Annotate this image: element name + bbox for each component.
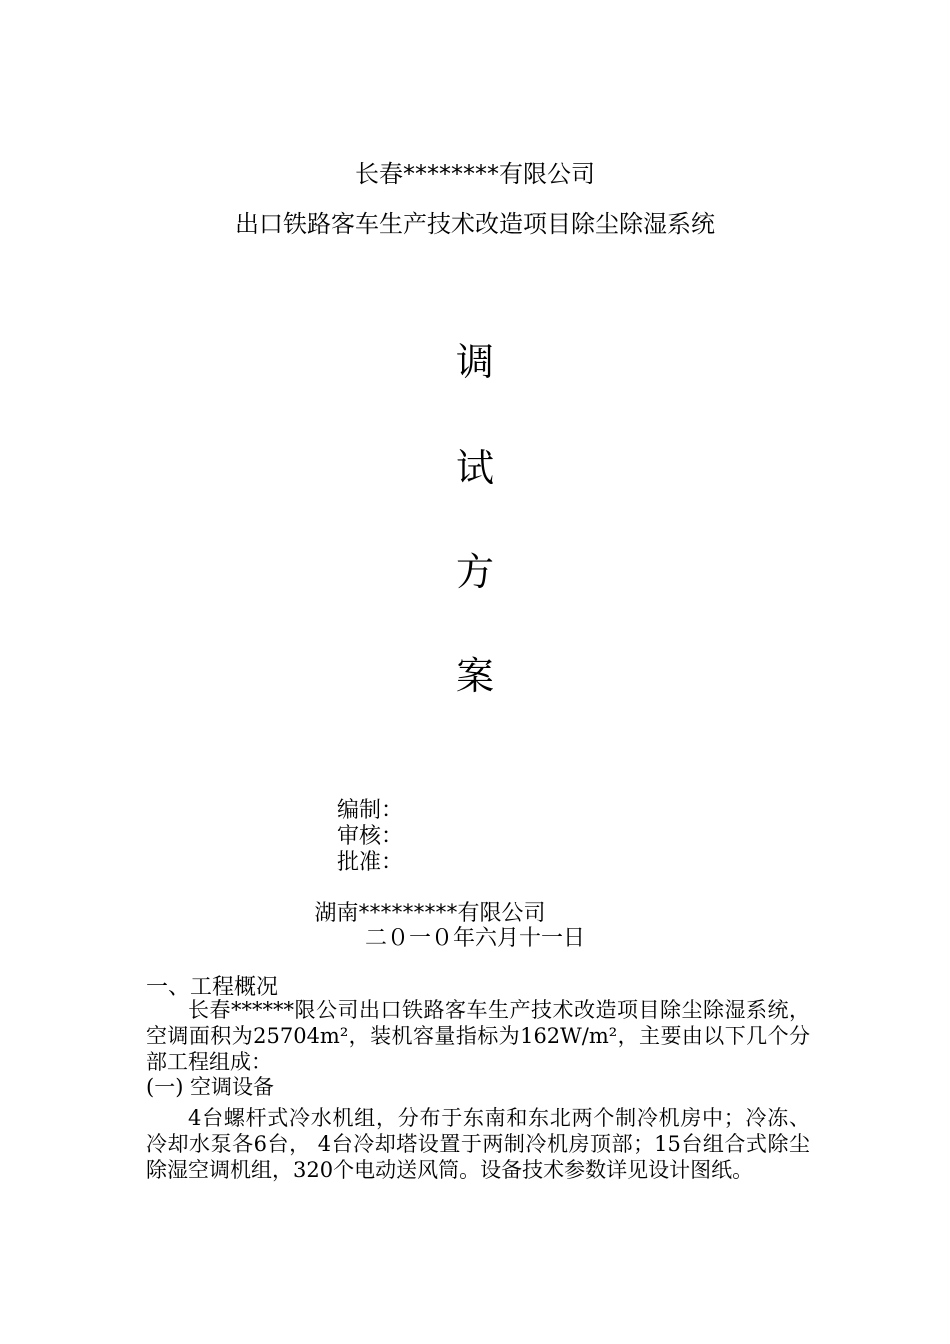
document-date: 二０一０年六月十一日	[364, 926, 585, 951]
title-char-3: 方	[455, 550, 494, 594]
title-char-2: 试	[455, 446, 494, 490]
compiled-by-label: 编制：	[337, 798, 404, 823]
author-company-name: 湖南*********有限公司	[314, 901, 546, 926]
signature-block	[337, 798, 403, 876]
approved-by-label: 批准：	[337, 850, 404, 875]
section-heading: 一、工程概况	[146, 975, 279, 1000]
sub-heading: (一) 空调设备	[146, 1075, 275, 1099]
project-title: 出口铁路客车生产技术改造项目除尘除湿系统	[235, 210, 715, 238]
title-char-1: 调	[455, 340, 494, 384]
equipment-paragraph: 4台螺杆式冷水机组，分布于东南和东北两个制冷机房中；冷冻、冷却水泵各6台， 4台冷却塔设置于两制冷机房顶部；15台组合式除尘除湿空调机组，320个电动送风筒。设备技术参数详见设计图纸。	[146, 1106, 810, 1182]
client-company-name: 长春********有限公司	[355, 160, 595, 188]
title-char-4: 案	[455, 654, 494, 698]
reviewed-by-label: 审核：	[337, 824, 404, 849]
intro-paragraph: 长春******限公司出口铁路客车生产技术改造项目除尘除湿系统，空调面积为25704m²，装机容量指标为162W/m²，主要由以下几个分部工程组成：	[146, 998, 810, 1074]
